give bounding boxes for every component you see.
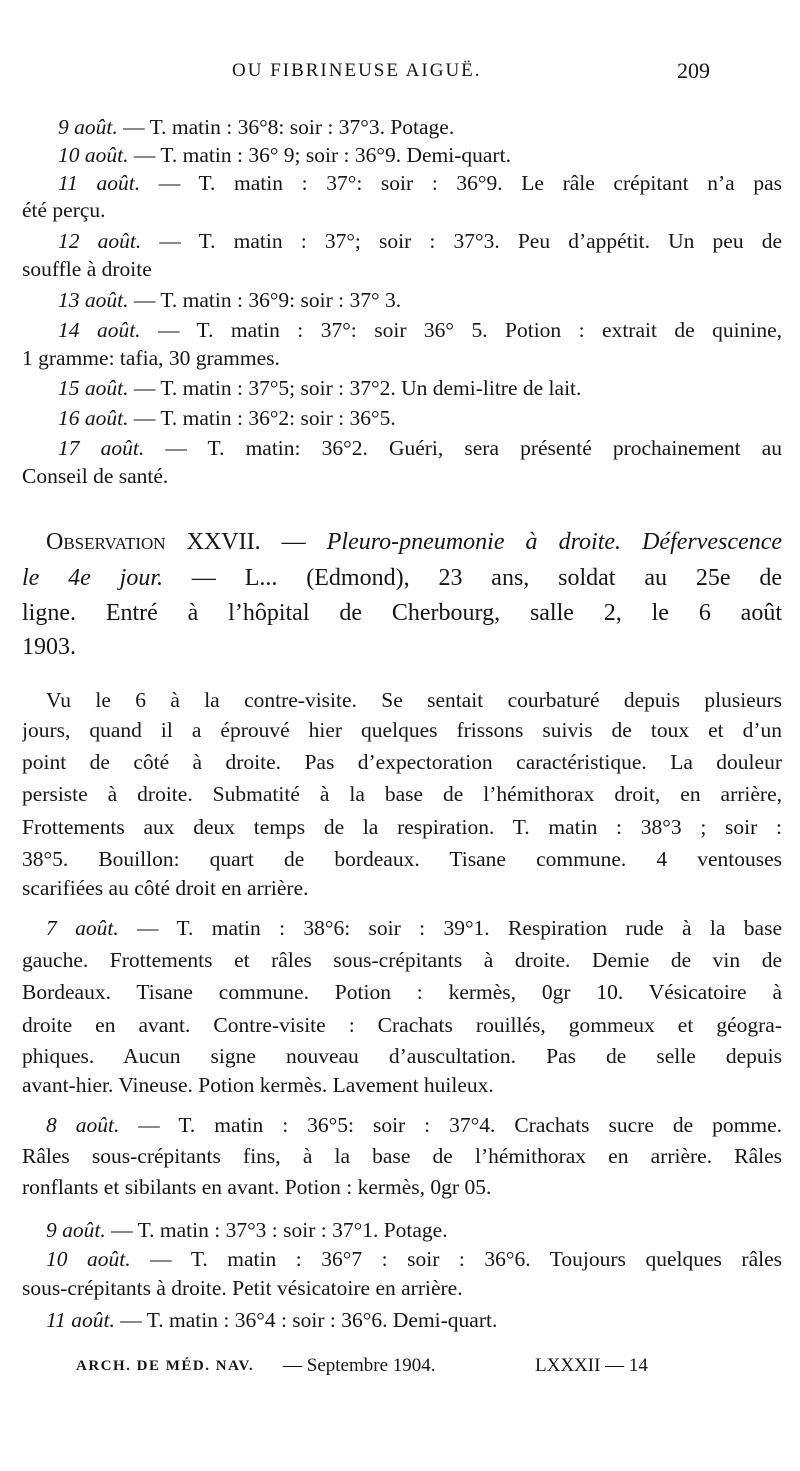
volume-number: LXXXII — 14: [535, 1355, 648, 1376]
page-header: [0, 56, 800, 86]
observation-intro: le 4e jour. — L... (Edmond), 23 ans, soldat au 25e de: [22, 565, 782, 591]
text-line: Râles sous-crépitants fins, à la base de l’hémithorax en arrière. Râles: [22, 1144, 782, 1168]
text-line: 38°5. Bouillon: quart de bordeaux. Tisane commune. 4 ventouses: [22, 847, 782, 871]
entry-line: 9 août. — T. matin : 37°3 : soir : 37°1. Potage.: [46, 1218, 448, 1242]
text-line: Bordeaux. Tisane commune. Potion : kermès, 0gr 10. Vésicatoire à: [22, 980, 782, 1004]
issue-date: — Septembre 1904.: [283, 1355, 436, 1376]
text-line: persiste à droite. Submatité à la base de l’hémithorax droit, en arrière,: [22, 782, 782, 806]
text-line: phiques. Aucun signe nouveau d’auscultation. Pas de selle depuis: [22, 1044, 782, 1068]
entry-line: 16 août. — T. matin : 36°2: soir : 36°5.: [58, 406, 396, 430]
observation-label: Observation: [46, 529, 166, 555]
text-line: 1 gramme: tafia, 30 grammes.: [22, 346, 280, 370]
page-number: 209: [677, 58, 710, 83]
observation-number: XXVII. —: [165, 529, 327, 555]
entry-line: 17 août. — T. matin: 36°2. Guéri, sera présenté prochainement au: [58, 436, 782, 460]
entry-line: 11 août. — T. matin : 37°: soir : 36°9. Le râle crépitant n’a pas: [58, 171, 782, 195]
text-line: ronflants et sibilants en avant. Potion : kermès, 0gr 05.: [22, 1175, 492, 1199]
entry-line: 10 août. — T. matin : 36°7 : soir : 36°6. Toujours quelques râles: [46, 1247, 782, 1271]
journal-name: ARCH. DE MÉD. NAV.: [76, 1358, 255, 1374]
text-line: Frottements aux deux temps de la respiration. T. matin : 38°3 ; soir :: [22, 815, 782, 839]
text-line: gauche. Frottements et râles sous-crépitants à droite. Demie de vin de: [22, 948, 782, 972]
observation-title: Pleuro-pneumonie à droite. Défervescence: [326, 529, 782, 555]
entry-line: 15 août. — T. matin : 37°5; soir : 37°2. Un demi-litre de lait.: [58, 376, 582, 400]
text-line: point de côté à droite. Pas d’expectoration caractéristique. La douleur: [22, 750, 782, 774]
entry-line: 8 août. — T. matin : 36°5: soir : 37°4. Crachats sucre de pomme.: [46, 1113, 782, 1137]
text-line: droite en avant. Contre-visite : Crachats rouillés, gommeux et géogra-: [22, 1013, 782, 1037]
entry-line: 12 août. — T. matin : 37°; soir : 37°3. Peu d’appétit. Un peu de: [58, 229, 782, 253]
text-line: Conseil de santé.: [22, 464, 169, 488]
entry-line: 9 août. — T. matin : 36°8: soir : 37°3. Potage.: [58, 115, 455, 139]
observation-intro: 1903.: [22, 634, 76, 660]
entry-line: 10 août. — T. matin : 36° 9; soir : 36°9. Demi-quart.: [58, 143, 511, 167]
entry-line: 11 août. — T. matin : 36°4 : soir : 36°6. Demi-quart.: [46, 1308, 498, 1332]
running-title: OU FIBRINEUSE AIGUË.: [232, 60, 482, 81]
observation-intro: ligne. Entré à l’hôpital de Cherbourg, salle 2, le 6 août: [22, 600, 782, 626]
text-line: avant-hier. Vineuse. Potion kermès. Lavement huileux.: [22, 1073, 494, 1097]
text-line: été perçu.: [22, 198, 106, 222]
text-line: souffle à droite: [22, 257, 152, 281]
entry-line: 13 août. — T. matin : 36°9: soir : 37° 3.: [58, 288, 402, 312]
text-line: sous-crépitants à droite. Petit vésicatoire en arrière.: [22, 1276, 463, 1300]
text-line: scarifiées au côté droit en arrière.: [22, 876, 309, 900]
text-line: Vu le 6 à la contre-visite. Se sentait courbaturé depuis plusieurs: [46, 688, 782, 712]
page-footer: [0, 1354, 800, 1384]
entry-line: 14 août. — T. matin : 37°: soir 36° 5. Potion : extrait de quinine,: [58, 318, 782, 342]
entry-line: 7 août. — T. matin : 38°6: soir : 39°1. Respiration rude à la base: [46, 916, 782, 940]
observation-heading: [46, 525, 782, 559]
text-line: jours, quand il a éprouvé hier quelques frissons suivis de toux et d’un: [22, 718, 782, 742]
